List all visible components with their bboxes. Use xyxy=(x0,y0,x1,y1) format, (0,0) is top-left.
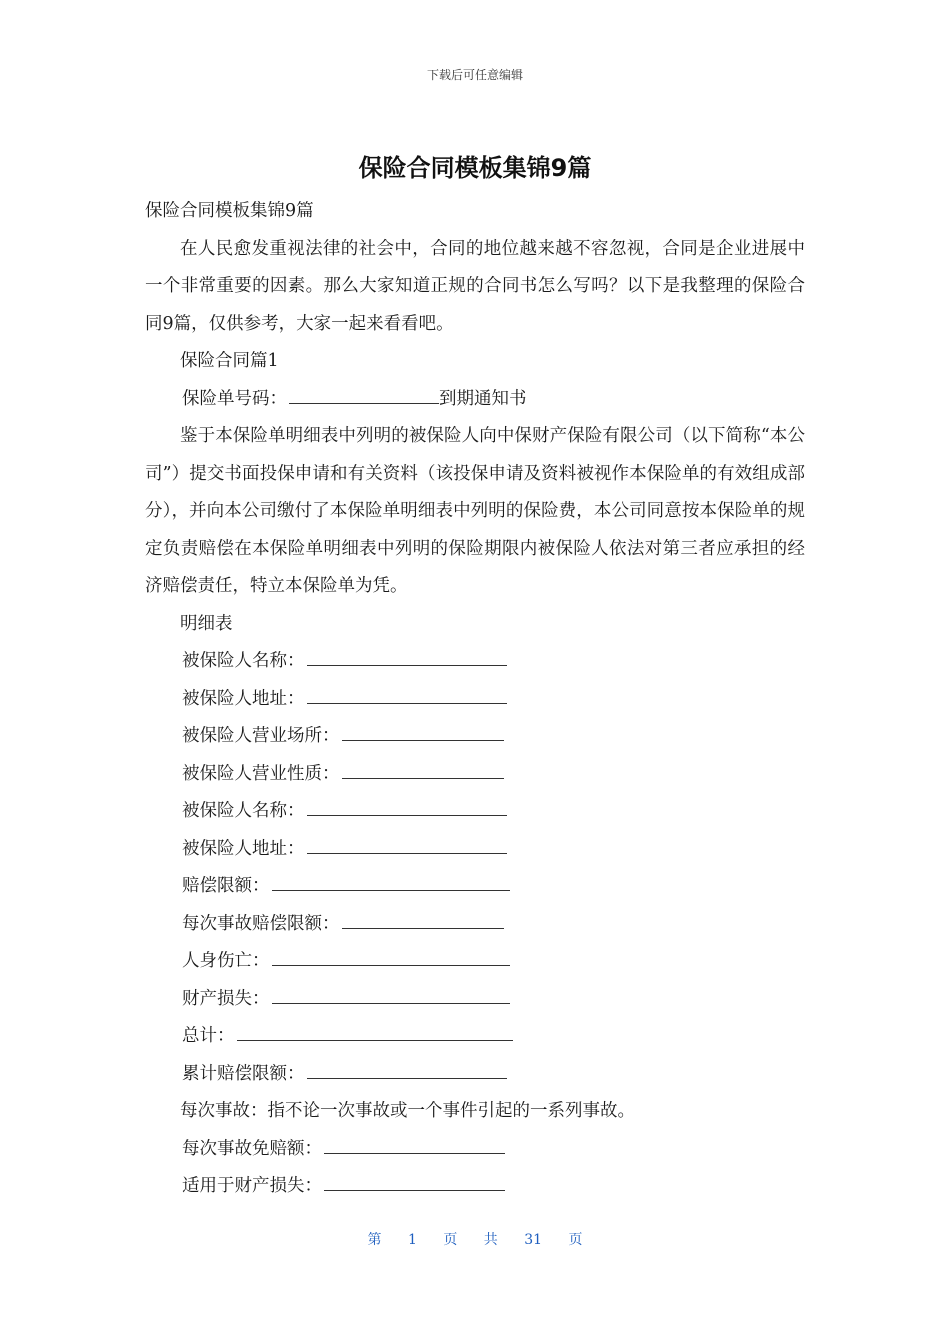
field-insured-name xyxy=(145,643,805,681)
field-label: 适用于财产损失： xyxy=(182,1176,322,1196)
field-per-accident-deductible xyxy=(145,1131,805,1169)
field-blank xyxy=(342,909,504,928)
field-aggregate-limit xyxy=(145,1056,805,1094)
schedule-title: 明细表 xyxy=(180,613,233,634)
field-blank xyxy=(272,872,510,891)
field-label: 人身伤亡： xyxy=(182,951,270,971)
field-label: 被保险人营业性质： xyxy=(182,763,340,784)
field-blank xyxy=(324,1134,505,1153)
policy-number-label: 保险单号码： xyxy=(182,388,287,409)
current-page-number: 1 xyxy=(407,1232,417,1248)
field-blank xyxy=(237,1022,513,1041)
field-label: 每次事故赔偿限额： xyxy=(182,913,340,934)
field-label: 被保险人地址： xyxy=(182,688,305,709)
field-personal-injury xyxy=(145,943,805,981)
policy-number-line xyxy=(145,381,805,419)
field-label: 赔偿限额： xyxy=(182,876,270,896)
document-title: 保险合同模板集锦9篇 xyxy=(358,154,592,182)
field-indemnity-limit xyxy=(145,868,805,906)
field-property-loss xyxy=(145,981,805,1019)
total-page-count: 31 xyxy=(524,1232,543,1248)
field-applies-property-loss xyxy=(145,1168,805,1206)
field-insured-address-2 xyxy=(145,831,805,869)
field-blank xyxy=(307,1059,507,1078)
field-label: 总计： xyxy=(182,1026,235,1046)
field-blank xyxy=(342,722,504,741)
header-note: 下载后可任意编辑 xyxy=(426,68,523,82)
intro-paragraph: 在人民愈发重视法律的社会中，合同的地位越来越不容忽视，合同是企业进展中一个非常重要的因素。那么大家知道正规的合同书怎么写吗？以下是我整理的保险合同9篇，仅供参考，大家一起来看看吧。 xyxy=(145,238,805,334)
field-blank xyxy=(272,984,510,1003)
field-blank xyxy=(307,834,507,853)
subtitle: 保险合同模板集锦9篇 xyxy=(145,201,314,221)
field-label: 被保险人地址： xyxy=(182,838,305,859)
field-label: 被保险人名称： xyxy=(182,801,305,821)
field-insured-address xyxy=(145,681,805,719)
field-blank xyxy=(307,647,507,666)
field-label: 每次事故免赔额： xyxy=(182,1138,322,1159)
field-insured-name-2 xyxy=(145,793,805,831)
field-blank xyxy=(272,947,510,966)
field-label: 财产损失： xyxy=(182,988,270,1009)
page-footer xyxy=(0,1229,950,1249)
field-blank xyxy=(307,684,507,703)
footer-word: 共 xyxy=(483,1232,498,1248)
document-body xyxy=(145,193,805,1206)
field-blank xyxy=(307,797,507,816)
definition-line: 每次事故：指不论一次事故或一个事件引起的一系列事故。 xyxy=(180,1101,635,1121)
field-label: 累计赔偿限额： xyxy=(182,1063,305,1084)
field-label: 被保险人名称： xyxy=(182,651,305,671)
footer-word: 页 xyxy=(443,1232,458,1248)
footer-word: 页 xyxy=(568,1232,583,1248)
field-blank xyxy=(324,1172,505,1191)
field-total xyxy=(145,1018,805,1056)
policy-number-suffix: 到期通知书 xyxy=(439,388,527,409)
section-title: 保险合同篇1 xyxy=(180,351,279,371)
policy-number-blank xyxy=(289,384,439,403)
field-business-nature xyxy=(145,756,805,794)
field-label: 被保险人营业场所： xyxy=(182,726,340,746)
field-blank xyxy=(342,759,504,778)
main-paragraph: 鉴于本保险单明细表中列明的被保险人向中保财产保险有限公司（以下简称“本公司”）提交书面投保申请和有关资料（该投保申请及资料被视作本保险单的有效组成部分），并向本公司缴付了本保险单明细表中列明的保险费，本公司同意按本保险单的规定负责赔偿在本保险单明细表中列明的保险期限内被保险人依法对第三者应承担的经济赔偿责任，特立本保险单为凭。 xyxy=(145,426,805,596)
field-per-accident-limit xyxy=(145,906,805,944)
field-business-premises xyxy=(145,718,805,756)
footer-word: 第 xyxy=(367,1232,382,1248)
